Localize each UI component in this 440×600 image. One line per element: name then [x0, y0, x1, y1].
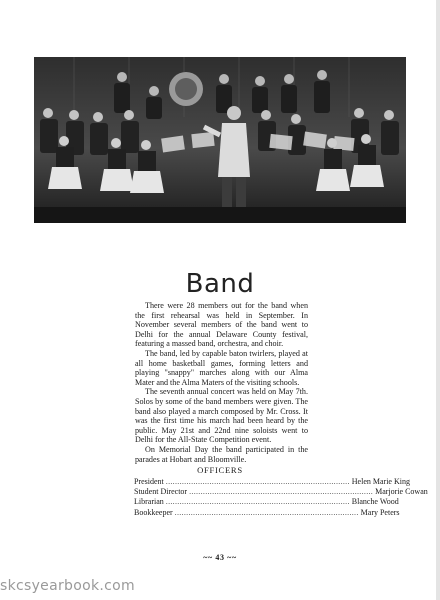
- page-number: ~~ 43 ~~: [203, 553, 237, 562]
- officer-role: Librarian: [134, 497, 164, 507]
- band-photo-image: [34, 57, 406, 223]
- leader-dots: ................................................................................: [165, 497, 350, 507]
- paragraph: The seventh annual concert was held on May 7th. Solos by some of the band members were given. The band also played a march composed by Mr. Cross. It was the first time his march had been heard by the public. May 21st and 22nd nine soloists went to Delhi for the All-State Competition event.: [135, 387, 308, 445]
- leader-dots: ................................................................................: [165, 477, 350, 486]
- officer-row: [134, 487, 428, 497]
- officer-row: [134, 477, 410, 487]
- paragraph: On Memorial Day the band participated in the parades at Hobart and Bloomville.: [135, 444, 308, 464]
- officer-role: President: [134, 477, 164, 486]
- officers-list: [134, 477, 428, 518]
- officers-heading: OFFICERS: [197, 465, 243, 475]
- article-body: [135, 301, 308, 464]
- leader-dots: ................................................................................: [189, 487, 374, 497]
- officer-name: Blanche Wood: [351, 497, 399, 507]
- site-watermark: skcsyearbook.com: [0, 578, 135, 594]
- officer-role: Student Director: [134, 487, 188, 497]
- paragraph: There were 28 members out for the band when the first rehearsal was held in September. In November several members of the band went to Delhi for the annual Delaware County festival, featuring a massed band, orchestra, and choir.: [135, 301, 308, 349]
- officer-row: [134, 507, 400, 518]
- leader-dots: ................................................................................: [174, 507, 359, 517]
- officer-name: Helen Marie King: [351, 477, 410, 486]
- band-photo: [34, 57, 406, 223]
- paragraph: The band, led by capable baton twirlers, played at all home basketball games, forming letters and playing "snappy" marches along with our Alma Mater and the Alma Maters of the visiting schools.: [135, 348, 308, 387]
- page-title: Band: [185, 269, 255, 299]
- page-edge: [436, 0, 440, 600]
- officer-role: Bookkeeper: [134, 507, 173, 517]
- officer-name: Mary Peters: [360, 507, 400, 517]
- officer-name: Marjorie Cowan: [375, 487, 428, 497]
- officer-row: [134, 497, 399, 507]
